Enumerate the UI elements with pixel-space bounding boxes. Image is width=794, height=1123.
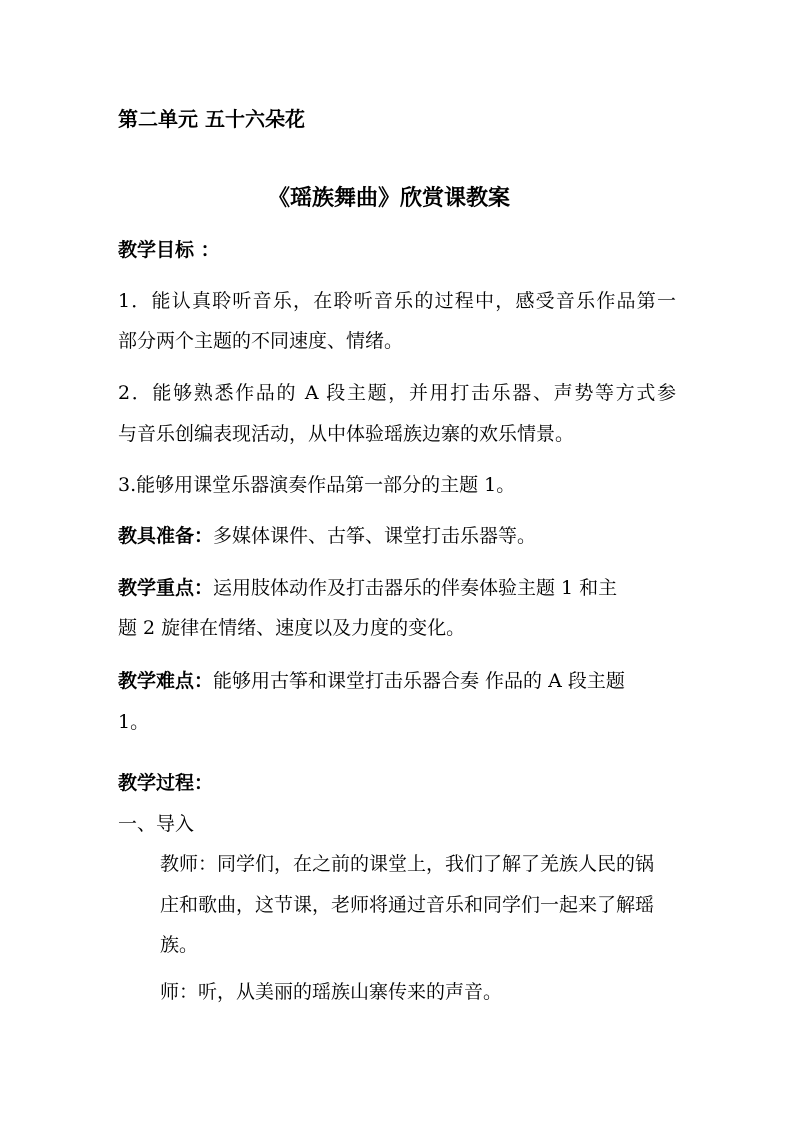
objective-1-line-1: [118, 289, 676, 313]
key-points-label: 教学重点：: [118, 577, 214, 599]
difficulties-label: 教学难点：: [118, 670, 214, 692]
unit-heading: 第二单元 五十六朵花: [118, 107, 305, 131]
paragraph-1-line-1: 教师：同学们，在之前的课堂上，我们了解了羌族人民的锅: [160, 853, 655, 875]
key-points-line-1: [118, 576, 617, 600]
section-1-heading: 一、导入: [118, 813, 195, 835]
objectives-label: 教学目标 ：: [118, 239, 220, 261]
difficulties-line-2: 1。: [118, 711, 150, 733]
paragraph-2: 师：听，从美丽的瑶族山寨传来的声音。: [160, 981, 503, 1003]
materials-text: 多媒体课件、古筝、课堂打击乐器等。: [213, 525, 537, 547]
paragraph-1-line-2: 庄和歌曲，这节课，老师将通过音乐和同学们一起来了解瑶: [160, 894, 655, 916]
lesson-title: 《瑶族舞曲》欣赏课教案: [268, 185, 511, 211]
objective-2-line-1-text: 2．能够熟悉作品的 A 段主题，并用打击乐器、声势等方式参: [118, 382, 676, 404]
key-points-text-1: 运用肢体动作及打击器乐的伴奏体验主题 1 和主: [213, 577, 618, 599]
difficulties-text-1: 能够用古筝和课堂打击乐器合奏 作品的 A 段主题: [213, 670, 625, 692]
key-points-line-2: 题 2 旋律在情绪、速度以及力度的变化。: [118, 617, 466, 639]
paragraph-1-line-3: 族。: [160, 934, 199, 956]
objective-1-line-2: 部分两个主题的不同速度、情绪。: [118, 330, 404, 352]
objective-2-line-1: [118, 381, 676, 405]
process-label: 教学过程：: [118, 772, 214, 794]
materials-label: 教具准备：: [118, 525, 214, 547]
materials-paragraph: [118, 524, 536, 548]
objective-2-line-2: 与音乐创编表现活动，从中体验瑶族边寨的欢乐情景。: [118, 423, 575, 445]
difficulties-line-1: [118, 669, 625, 693]
objective-1-line-1-text: 1．能认真聆听音乐，在聆听音乐的过程中，感受音乐作品第一: [118, 290, 676, 312]
objective-3: 3.能够用课堂乐器演奏作品第一部分的主题 1。: [118, 474, 516, 496]
